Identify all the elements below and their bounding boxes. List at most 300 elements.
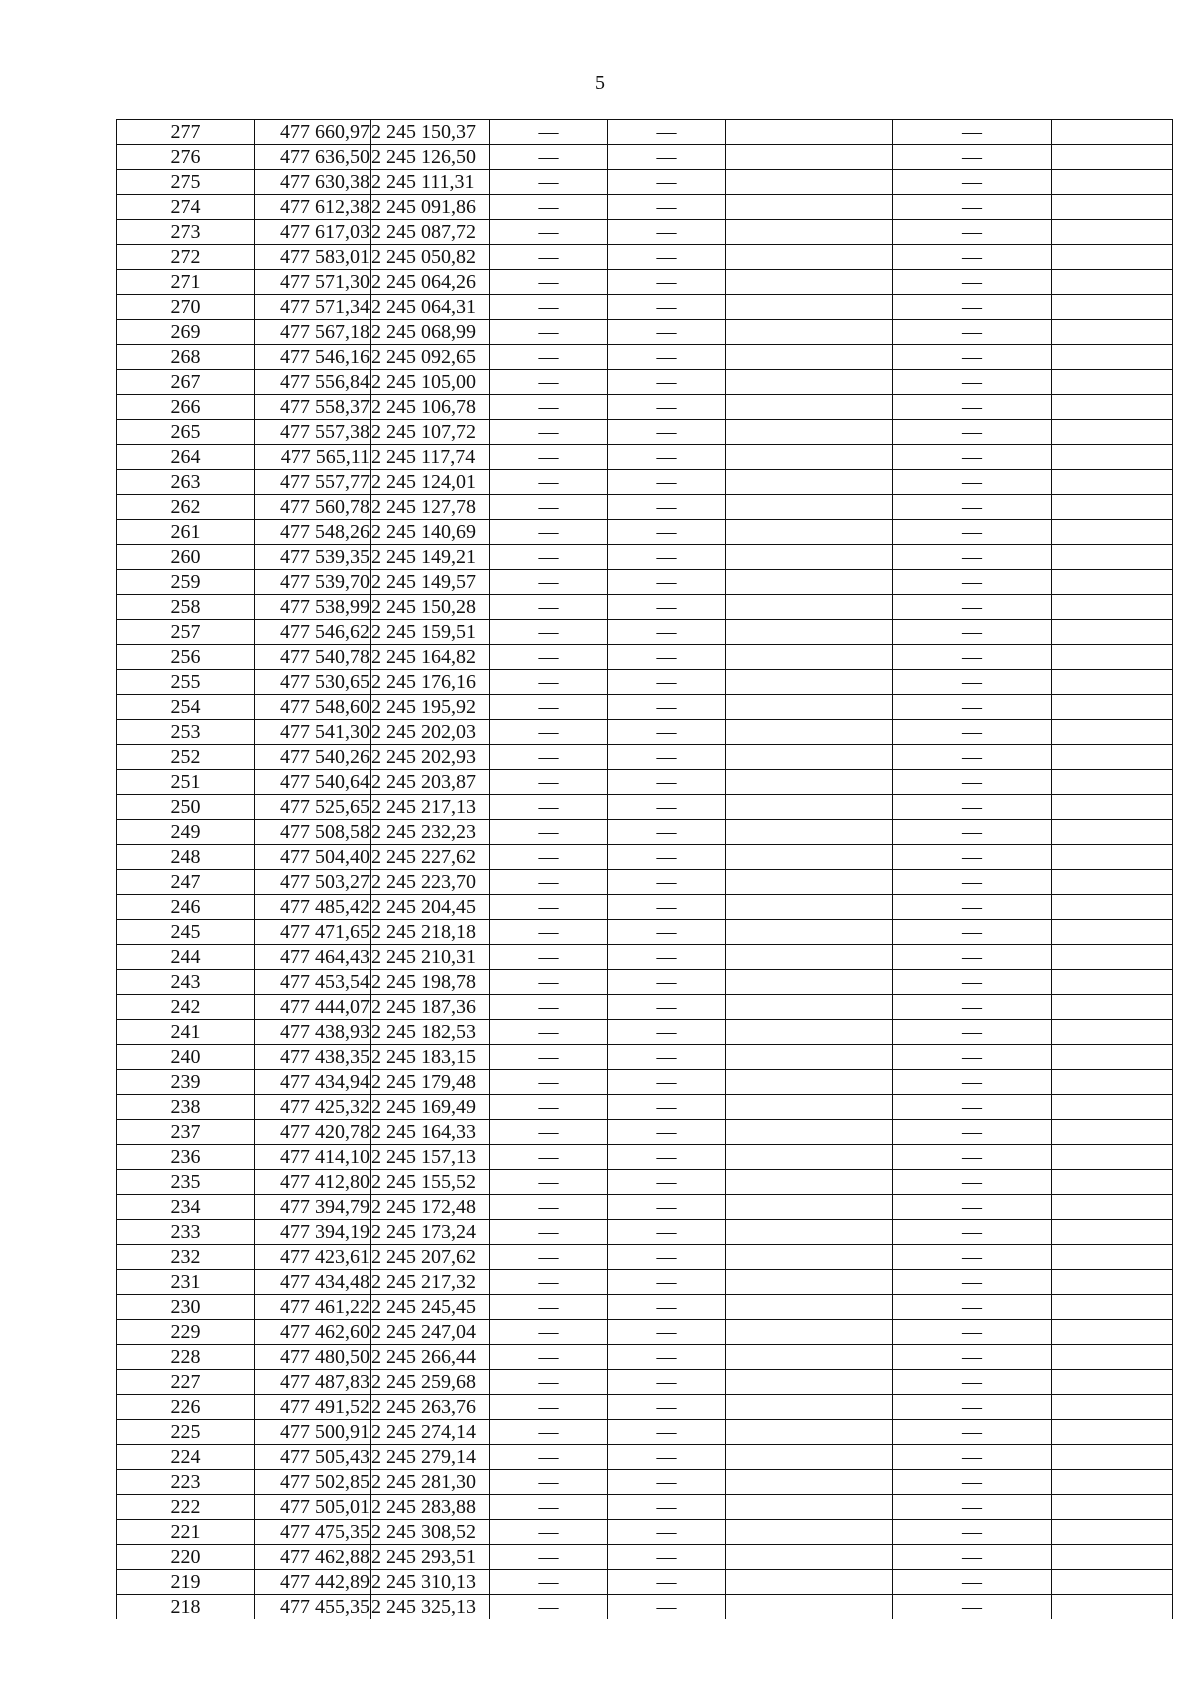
- y-coordinate-cell: 2 245 092,65: [371, 345, 490, 370]
- x-coordinate-cell: 477 394,19: [255, 1220, 371, 1245]
- dash-cell: —: [608, 1120, 726, 1145]
- dash-cell: —: [490, 1170, 608, 1195]
- x-coordinate-cell: 477 546,62: [255, 620, 371, 645]
- empty-cell: [1052, 520, 1173, 545]
- point-number-cell: 251: [117, 770, 255, 795]
- y-coordinate-cell: 2 245 117,74: [371, 445, 490, 470]
- empty-cell: [726, 645, 893, 670]
- page-number: 5: [595, 72, 605, 94]
- x-coordinate-cell: 477 541,30: [255, 720, 371, 745]
- dash-cell: —: [608, 1195, 726, 1220]
- dash-cell: —: [893, 1395, 1052, 1420]
- table-row: [117, 1120, 1173, 1145]
- empty-cell: [1052, 1020, 1173, 1045]
- dash-cell: —: [893, 370, 1052, 395]
- x-coordinate-cell: 477 502,85: [255, 1470, 371, 1495]
- dash-cell: —: [608, 1020, 726, 1045]
- empty-cell: [726, 1295, 893, 1320]
- x-coordinate-cell: 477 548,26: [255, 520, 371, 545]
- empty-cell: [1052, 570, 1173, 595]
- table-row: [117, 1420, 1173, 1445]
- dash-cell: —: [893, 120, 1052, 145]
- empty-cell: [1052, 1070, 1173, 1095]
- dash-cell: —: [893, 445, 1052, 470]
- dash-cell: —: [490, 1395, 608, 1420]
- empty-cell: [1052, 1495, 1173, 1520]
- table-row: [117, 570, 1173, 595]
- point-number-cell: 274: [117, 195, 255, 220]
- table-row: [117, 1320, 1173, 1345]
- table-row: [117, 895, 1173, 920]
- empty-cell: [1052, 1320, 1173, 1345]
- empty-cell: [726, 1170, 893, 1195]
- dash-cell: —: [608, 1220, 726, 1245]
- point-number-cell: 226: [117, 1395, 255, 1420]
- empty-cell: [1052, 1345, 1173, 1370]
- empty-cell: [1052, 1370, 1173, 1395]
- empty-cell: [1052, 345, 1173, 370]
- table-row: [117, 495, 1173, 520]
- empty-cell: [1052, 1545, 1173, 1570]
- dash-cell: —: [608, 1070, 726, 1095]
- y-coordinate-cell: 2 245 064,31: [371, 295, 490, 320]
- dash-cell: —: [893, 920, 1052, 945]
- empty-cell: [1052, 1245, 1173, 1270]
- point-number-cell: 244: [117, 945, 255, 970]
- empty-cell: [1052, 720, 1173, 745]
- x-coordinate-cell: 477 539,70: [255, 570, 371, 595]
- x-coordinate-cell: 477 500,91: [255, 1420, 371, 1445]
- dash-cell: —: [608, 570, 726, 595]
- table-row: [117, 1370, 1173, 1395]
- empty-cell: [1052, 745, 1173, 770]
- table-row: [117, 295, 1173, 320]
- empty-cell: [1052, 1120, 1173, 1145]
- table-row: [117, 1220, 1173, 1245]
- point-number-cell: 277: [117, 120, 255, 145]
- dash-cell: —: [490, 520, 608, 545]
- empty-cell: [1052, 1520, 1173, 1545]
- x-coordinate-cell: 477 539,35: [255, 545, 371, 570]
- empty-cell: [1052, 995, 1173, 1020]
- empty-cell: [1052, 445, 1173, 470]
- table-row: [117, 720, 1173, 745]
- x-coordinate-cell: 477 412,80: [255, 1170, 371, 1195]
- table-row: [117, 1270, 1173, 1295]
- dash-cell: —: [608, 670, 726, 695]
- dash-cell: —: [893, 345, 1052, 370]
- dash-cell: —: [893, 1195, 1052, 1220]
- dash-cell: —: [893, 970, 1052, 995]
- point-number-cell: 242: [117, 995, 255, 1020]
- dash-cell: —: [893, 1120, 1052, 1145]
- dash-cell: —: [608, 470, 726, 495]
- empty-cell: [726, 220, 893, 245]
- dash-cell: —: [490, 945, 608, 970]
- x-coordinate-cell: 477 508,58: [255, 820, 371, 845]
- empty-cell: [1052, 770, 1173, 795]
- table-row: [117, 1345, 1173, 1370]
- y-coordinate-cell: 2 245 204,45: [371, 895, 490, 920]
- empty-cell: [726, 320, 893, 345]
- table-row: [117, 670, 1173, 695]
- dash-cell: —: [490, 695, 608, 720]
- dash-cell: —: [490, 570, 608, 595]
- dash-cell: —: [490, 1595, 608, 1620]
- x-coordinate-cell: 477 503,27: [255, 870, 371, 895]
- x-coordinate-cell: 477 423,61: [255, 1245, 371, 1270]
- dash-cell: —: [608, 495, 726, 520]
- point-number-cell: 233: [117, 1220, 255, 1245]
- table-row: [117, 1095, 1173, 1120]
- dash-cell: —: [490, 1095, 608, 1120]
- point-number-cell: 241: [117, 1020, 255, 1045]
- empty-cell: [1052, 1145, 1173, 1170]
- dash-cell: —: [608, 870, 726, 895]
- dash-cell: —: [608, 1170, 726, 1195]
- empty-cell: [726, 545, 893, 570]
- x-coordinate-cell: 477 538,99: [255, 595, 371, 620]
- dash-cell: —: [608, 345, 726, 370]
- point-number-cell: 275: [117, 170, 255, 195]
- empty-cell: [1052, 620, 1173, 645]
- dash-cell: —: [490, 445, 608, 470]
- dash-cell: —: [608, 970, 726, 995]
- empty-cell: [726, 1545, 893, 1570]
- y-coordinate-cell: 2 245 172,48: [371, 1195, 490, 1220]
- empty-cell: [726, 1395, 893, 1420]
- dash-cell: —: [608, 1595, 726, 1620]
- dash-cell: —: [490, 1370, 608, 1395]
- dash-cell: —: [893, 1295, 1052, 1320]
- y-coordinate-cell: 2 245 106,78: [371, 395, 490, 420]
- table-row: [117, 870, 1173, 895]
- table-row: [117, 145, 1173, 170]
- x-coordinate-cell: 477 455,35: [255, 1595, 371, 1620]
- y-coordinate-cell: 2 245 259,68: [371, 1370, 490, 1395]
- empty-cell: [726, 120, 893, 145]
- empty-cell: [1052, 1295, 1173, 1320]
- empty-cell: [726, 920, 893, 945]
- table-row: [117, 1045, 1173, 1070]
- dash-cell: —: [608, 995, 726, 1020]
- point-number-cell: 265: [117, 420, 255, 445]
- x-coordinate-cell: 477 471,65: [255, 920, 371, 945]
- point-number-cell: 252: [117, 745, 255, 770]
- point-number-cell: 261: [117, 520, 255, 545]
- dash-cell: —: [608, 720, 726, 745]
- table-row: [117, 770, 1173, 795]
- dash-cell: —: [608, 895, 726, 920]
- table-row: [117, 695, 1173, 720]
- dash-cell: —: [608, 1445, 726, 1470]
- dash-cell: —: [893, 795, 1052, 820]
- dash-cell: —: [893, 1370, 1052, 1395]
- dash-cell: —: [490, 195, 608, 220]
- dash-cell: —: [490, 1145, 608, 1170]
- table-row: [117, 1145, 1173, 1170]
- y-coordinate-cell: 2 245 281,30: [371, 1470, 490, 1495]
- empty-cell: [1052, 295, 1173, 320]
- empty-cell: [726, 1345, 893, 1370]
- dash-cell: —: [893, 870, 1052, 895]
- dash-cell: —: [608, 245, 726, 270]
- dash-cell: —: [893, 1095, 1052, 1120]
- x-coordinate-cell: 477 394,79: [255, 1195, 371, 1220]
- dash-cell: —: [893, 620, 1052, 645]
- y-coordinate-cell: 2 245 202,03: [371, 720, 490, 745]
- dash-cell: —: [893, 1045, 1052, 1070]
- point-number-cell: 243: [117, 970, 255, 995]
- point-number-cell: 253: [117, 720, 255, 745]
- dash-cell: —: [490, 470, 608, 495]
- x-coordinate-cell: 477 558,37: [255, 395, 371, 420]
- x-coordinate-cell: 477 540,78: [255, 645, 371, 670]
- table-row: [117, 995, 1173, 1020]
- point-number-cell: 229: [117, 1320, 255, 1345]
- empty-cell: [726, 445, 893, 470]
- y-coordinate-cell: 2 245 223,70: [371, 870, 490, 895]
- dash-cell: —: [490, 370, 608, 395]
- empty-cell: [1052, 595, 1173, 620]
- empty-cell: [1052, 945, 1173, 970]
- point-number-cell: 222: [117, 1495, 255, 1520]
- empty-cell: [1052, 145, 1173, 170]
- dash-cell: —: [490, 1345, 608, 1370]
- coordinates-table-body: [117, 120, 1173, 1620]
- dash-cell: —: [608, 645, 726, 670]
- dash-cell: —: [893, 1220, 1052, 1245]
- dash-cell: —: [893, 995, 1052, 1020]
- point-number-cell: 254: [117, 695, 255, 720]
- point-number-cell: 235: [117, 1170, 255, 1195]
- table-row: [117, 445, 1173, 470]
- point-number-cell: 266: [117, 395, 255, 420]
- x-coordinate-cell: 477 557,38: [255, 420, 371, 445]
- dash-cell: —: [490, 845, 608, 870]
- dash-cell: —: [608, 270, 726, 295]
- empty-cell: [726, 270, 893, 295]
- empty-cell: [726, 1370, 893, 1395]
- dash-cell: —: [893, 1495, 1052, 1520]
- x-coordinate-cell: 477 491,52: [255, 1395, 371, 1420]
- x-coordinate-cell: 477 442,89: [255, 1570, 371, 1595]
- dash-cell: —: [893, 470, 1052, 495]
- dash-cell: —: [490, 1445, 608, 1470]
- empty-cell: [1052, 870, 1173, 895]
- table-row: [117, 1445, 1173, 1470]
- table-row: [117, 420, 1173, 445]
- empty-cell: [1052, 1470, 1173, 1495]
- y-coordinate-cell: 2 245 091,86: [371, 195, 490, 220]
- point-number-cell: 236: [117, 1145, 255, 1170]
- dash-cell: —: [608, 1295, 726, 1320]
- table-row: [117, 395, 1173, 420]
- y-coordinate-cell: 2 245 279,14: [371, 1445, 490, 1470]
- empty-cell: [1052, 670, 1173, 695]
- dash-cell: —: [893, 1320, 1052, 1345]
- point-number-cell: 245: [117, 920, 255, 945]
- dash-cell: —: [893, 695, 1052, 720]
- dash-cell: —: [490, 495, 608, 520]
- table-row: [117, 595, 1173, 620]
- empty-cell: [1052, 1420, 1173, 1445]
- table-row: [117, 1570, 1173, 1595]
- table-row: [117, 270, 1173, 295]
- empty-cell: [726, 420, 893, 445]
- y-coordinate-cell: 2 245 159,51: [371, 620, 490, 645]
- empty-cell: [726, 1270, 893, 1295]
- table-row: [117, 320, 1173, 345]
- point-number-cell: 271: [117, 270, 255, 295]
- y-coordinate-cell: 2 245 195,92: [371, 695, 490, 720]
- y-coordinate-cell: 2 245 155,52: [371, 1170, 490, 1195]
- empty-cell: [726, 695, 893, 720]
- dash-cell: —: [893, 1445, 1052, 1470]
- dash-cell: —: [490, 1520, 608, 1545]
- table-row: [117, 945, 1173, 970]
- dash-cell: —: [490, 1195, 608, 1220]
- dash-cell: —: [893, 1520, 1052, 1545]
- dash-cell: —: [893, 595, 1052, 620]
- dash-cell: —: [893, 770, 1052, 795]
- point-number-cell: 256: [117, 645, 255, 670]
- dash-cell: —: [490, 1045, 608, 1070]
- dash-cell: —: [490, 395, 608, 420]
- empty-cell: [726, 1195, 893, 1220]
- y-coordinate-cell: 2 245 263,76: [371, 1395, 490, 1420]
- table-row: [117, 820, 1173, 845]
- x-coordinate-cell: 477 571,34: [255, 295, 371, 320]
- x-coordinate-cell: 477 540,64: [255, 770, 371, 795]
- empty-cell: [726, 295, 893, 320]
- dash-cell: —: [608, 520, 726, 545]
- dash-cell: —: [608, 1245, 726, 1270]
- point-number-cell: 221: [117, 1520, 255, 1545]
- empty-cell: [1052, 320, 1173, 345]
- dash-cell: —: [608, 745, 726, 770]
- empty-cell: [726, 345, 893, 370]
- dash-cell: —: [893, 270, 1052, 295]
- dash-cell: —: [608, 1470, 726, 1495]
- dash-cell: —: [893, 1420, 1052, 1445]
- dash-cell: —: [608, 395, 726, 420]
- dash-cell: —: [608, 1520, 726, 1545]
- dash-cell: —: [893, 1170, 1052, 1195]
- x-coordinate-cell: 477 630,38: [255, 170, 371, 195]
- y-coordinate-cell: 2 245 176,16: [371, 670, 490, 695]
- y-coordinate-cell: 2 245 232,23: [371, 820, 490, 845]
- point-number-cell: 246: [117, 895, 255, 920]
- point-number-cell: 248: [117, 845, 255, 870]
- dash-cell: —: [893, 195, 1052, 220]
- y-coordinate-cell: 2 245 293,51: [371, 1545, 490, 1570]
- dash-cell: —: [490, 745, 608, 770]
- y-coordinate-cell: 2 245 111,31: [371, 170, 490, 195]
- dash-cell: —: [490, 1020, 608, 1045]
- dash-cell: —: [608, 170, 726, 195]
- point-number-cell: 263: [117, 470, 255, 495]
- empty-cell: [726, 1520, 893, 1545]
- y-coordinate-cell: 2 245 105,00: [371, 370, 490, 395]
- y-coordinate-cell: 2 245 207,62: [371, 1245, 490, 1270]
- empty-cell: [726, 470, 893, 495]
- point-number-cell: 249: [117, 820, 255, 845]
- point-number-cell: 240: [117, 1045, 255, 1070]
- point-number-cell: 270: [117, 295, 255, 320]
- empty-cell: [726, 570, 893, 595]
- point-number-cell: 234: [117, 1195, 255, 1220]
- x-coordinate-cell: 477 444,07: [255, 995, 371, 1020]
- empty-cell: [726, 670, 893, 695]
- dash-cell: —: [893, 520, 1052, 545]
- y-coordinate-cell: 2 245 150,28: [371, 595, 490, 620]
- y-coordinate-cell: 2 245 266,44: [371, 1345, 490, 1370]
- point-number-cell: 228: [117, 1345, 255, 1370]
- dash-cell: —: [893, 820, 1052, 845]
- x-coordinate-cell: 477 583,01: [255, 245, 371, 270]
- dash-cell: —: [490, 670, 608, 695]
- empty-cell: [726, 945, 893, 970]
- y-coordinate-cell: 2 245 203,87: [371, 770, 490, 795]
- y-coordinate-cell: 2 245 310,13: [371, 1570, 490, 1595]
- y-coordinate-cell: 2 245 227,62: [371, 845, 490, 870]
- empty-cell: [1052, 495, 1173, 520]
- y-coordinate-cell: 2 245 149,21: [371, 545, 490, 570]
- table-row: [117, 545, 1173, 570]
- table-row: [117, 245, 1173, 270]
- point-number-cell: 264: [117, 445, 255, 470]
- dash-cell: —: [893, 895, 1052, 920]
- dash-cell: —: [608, 770, 726, 795]
- dash-cell: —: [608, 945, 726, 970]
- y-coordinate-cell: 2 245 179,48: [371, 1070, 490, 1095]
- dash-cell: —: [608, 1545, 726, 1570]
- point-number-cell: 258: [117, 595, 255, 620]
- dash-cell: —: [608, 1320, 726, 1345]
- empty-cell: [1052, 1445, 1173, 1470]
- y-coordinate-cell: 2 245 157,13: [371, 1145, 490, 1170]
- x-coordinate-cell: 477 464,43: [255, 945, 371, 970]
- dash-cell: —: [608, 620, 726, 645]
- dash-cell: —: [490, 1120, 608, 1145]
- dash-cell: —: [490, 245, 608, 270]
- empty-cell: [1052, 895, 1173, 920]
- empty-cell: [1052, 195, 1173, 220]
- empty-cell: [726, 1320, 893, 1345]
- y-coordinate-cell: 2 245 050,82: [371, 245, 490, 270]
- x-coordinate-cell: 477 540,26: [255, 745, 371, 770]
- dash-cell: —: [893, 945, 1052, 970]
- table-row: [117, 1245, 1173, 1270]
- table-row: [117, 1470, 1173, 1495]
- y-coordinate-cell: 2 245 217,13: [371, 795, 490, 820]
- x-coordinate-cell: 477 461,22: [255, 1295, 371, 1320]
- empty-cell: [726, 1220, 893, 1245]
- x-coordinate-cell: 477 425,32: [255, 1095, 371, 1120]
- empty-cell: [726, 770, 893, 795]
- table-row: [117, 1295, 1173, 1320]
- y-coordinate-cell: 2 245 064,26: [371, 270, 490, 295]
- empty-cell: [726, 795, 893, 820]
- empty-cell: [1052, 470, 1173, 495]
- x-coordinate-cell: 477 475,35: [255, 1520, 371, 1545]
- dash-cell: —: [608, 370, 726, 395]
- point-number-cell: 238: [117, 1095, 255, 1120]
- table-row: [117, 345, 1173, 370]
- dash-cell: —: [893, 245, 1052, 270]
- dash-cell: —: [608, 445, 726, 470]
